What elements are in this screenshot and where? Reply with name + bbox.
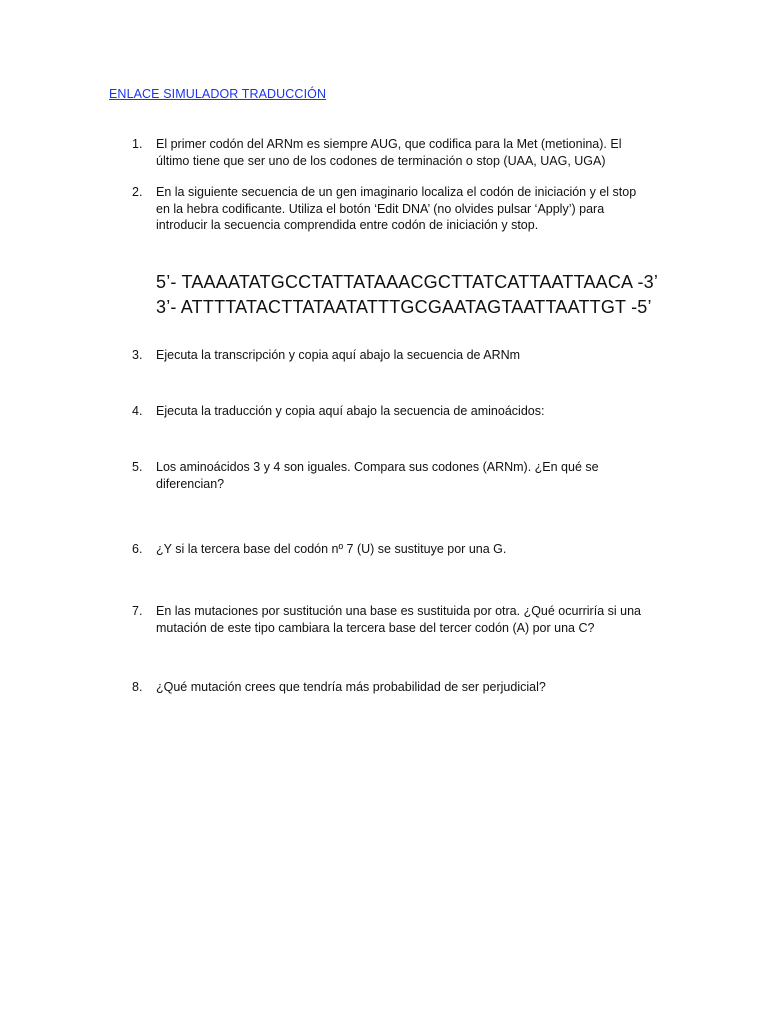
- item-number: 5.: [132, 460, 143, 474]
- item-number: 3.: [132, 348, 143, 362]
- item-number: 7.: [132, 604, 143, 618]
- item-text: En la siguiente secuencia de un gen imaginario localiza el codón de iniciación y el stop en la hebra codificante. Utiliza el botón ‘Edit DNA’ (no olvides pulsar ‘Apply’) para introducir la secuencia comprendida entre codón de iniciación y stop.: [156, 185, 637, 232]
- item-text: Ejecuta la traducción y copia aquí abajo la secuencia de aminoácidos:: [156, 404, 545, 418]
- item-text: El primer codón del ARNm es siempre AUG, que codifica para la Met (metionina). El último tiene que ser uno de los codones de terminación o stop (UAA, UAG, UGA): [156, 137, 622, 168]
- item-number: 8.: [132, 680, 143, 694]
- item-text: Ejecuta la transcripción y copia aquí abajo la secuencia de ARNm: [156, 348, 521, 362]
- item-number: 6.: [132, 542, 143, 556]
- simulator-link[interactable]: ENLACE SIMULADOR TRADUCCIÓN: [109, 87, 327, 101]
- item-number: 4.: [132, 404, 143, 418]
- item-text: Los aminoácidos 3 y 4 son iguales. Compara sus codones (ARNm). ¿En qué se diferencian?: [156, 460, 599, 491]
- item-text: ¿Qué mutación crees que tendría más probabilidad de ser perjudicial?: [156, 680, 546, 694]
- item-number: 2.: [132, 185, 143, 199]
- item-number: 1.: [132, 137, 143, 151]
- item-text: En las mutaciones por sustitución una base es sustituida por otra. ¿Qué ocurriría si una mutación de este tipo cambiara la tercera base del tercer codón (A) por una C?: [156, 604, 641, 635]
- dna-strand-coding: 5’- TAAAATATGCCTATTATAAACGCTTATCATTAATTAACA -3’: [156, 272, 659, 292]
- dna-strand-template: 3’- ATTTTATACTTATAATATTTGCGAATAGTAATTAATTGT -5’: [156, 297, 652, 317]
- dna-sequence: [156, 270, 658, 320]
- item-text: ¿Y si la tercera base del codón nº 7 (U) se sustituye por una G.: [156, 542, 507, 556]
